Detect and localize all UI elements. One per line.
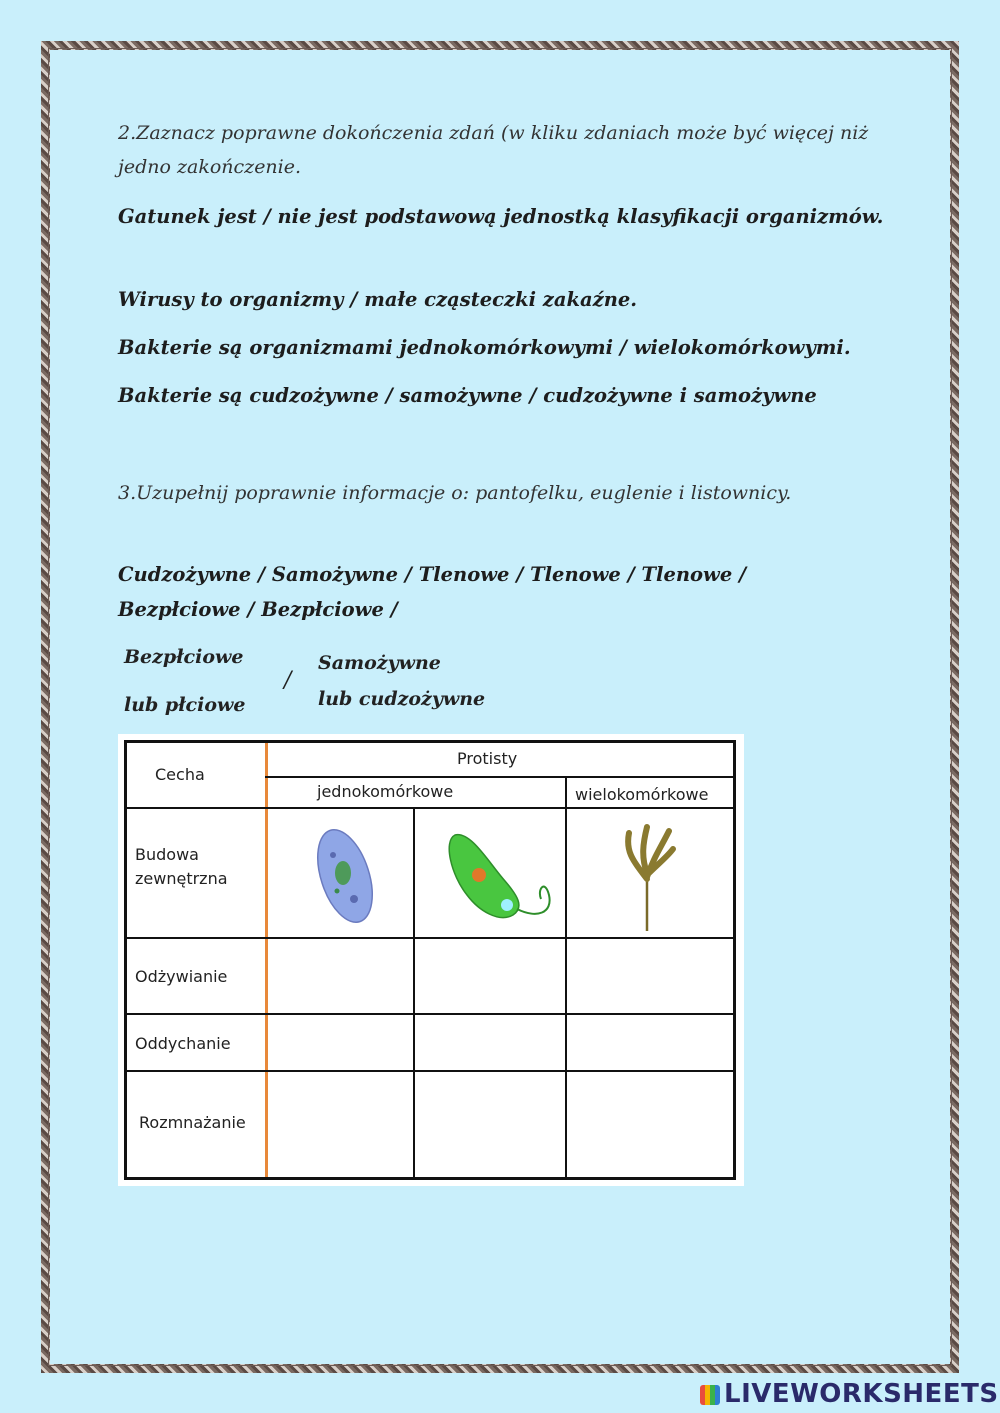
q2-sentence-1: Gatunek jest / nie jest podstawową jednostką klasyfikacji organizmów. [118, 205, 884, 228]
row-budowa: Budowa zewnętrzna [135, 845, 228, 888]
logo-badge-icon [700, 1385, 720, 1405]
logo-text: LIVEWORKSHEETS [724, 1379, 999, 1409]
answer-bezplciowe: Bezpłciowe [124, 646, 244, 668]
header-protisty: Protisty [457, 749, 518, 768]
header-wielokomorkowe: wielokomórkowe [575, 785, 709, 804]
row-rozmnazanie: Rozmnażanie [139, 1113, 246, 1132]
row-odzywianie: Odżywianie [135, 967, 228, 986]
table-line [127, 1070, 733, 1072]
row-oddychanie: Oddychanie [135, 1034, 231, 1053]
q2-sentence-3: Bakterie są organizmami jednokomórkowymi / wielokomórkowymi. [118, 336, 851, 359]
table-line [127, 807, 733, 809]
q2-sentence-4: Bakterie są cudzożywne / samożywne / cudzożywne i samożywne [118, 384, 817, 407]
table-line [565, 776, 567, 1177]
liveworksheets-logo [700, 1379, 999, 1409]
q3-instruction: 3.Uzupełnij poprawnie informacje o: pantofelku, euglenie i listownicy. [118, 482, 792, 504]
q2-instruction: 2.Zaznacz poprawne dokończenia zdań (w kliku zdaniach może być więcej niż jedno zakończenie. [118, 122, 869, 178]
table-line [127, 937, 733, 939]
answer-lub-cudzozywne: lub cudzożywne [318, 688, 486, 710]
answer-lub-plciowe: lub płciowe [124, 694, 246, 716]
euglena-image [441, 823, 559, 931]
table-line [127, 1013, 733, 1015]
protists-table [118, 734, 744, 1186]
q2-sentence-2: Wirusy to organizmy / małe cząsteczki zakaźne. [118, 288, 638, 311]
kelp-image [617, 823, 677, 935]
q3-word-bank: Cudzożywne / Samożywne / Tlenowe / Tlenowe / Tlenowe / Bezpłciowe / Bezpłciowe / [118, 563, 747, 621]
table-line [265, 776, 733, 778]
answer-slash: / [284, 668, 292, 693]
header-jednokomorkowe: jednokomórkowe [317, 782, 454, 801]
paramecium-image [299, 821, 391, 931]
header-cecha: Cecha [155, 765, 205, 784]
table-line [413, 808, 415, 1177]
answer-samozywne: Samożywne [318, 652, 441, 674]
